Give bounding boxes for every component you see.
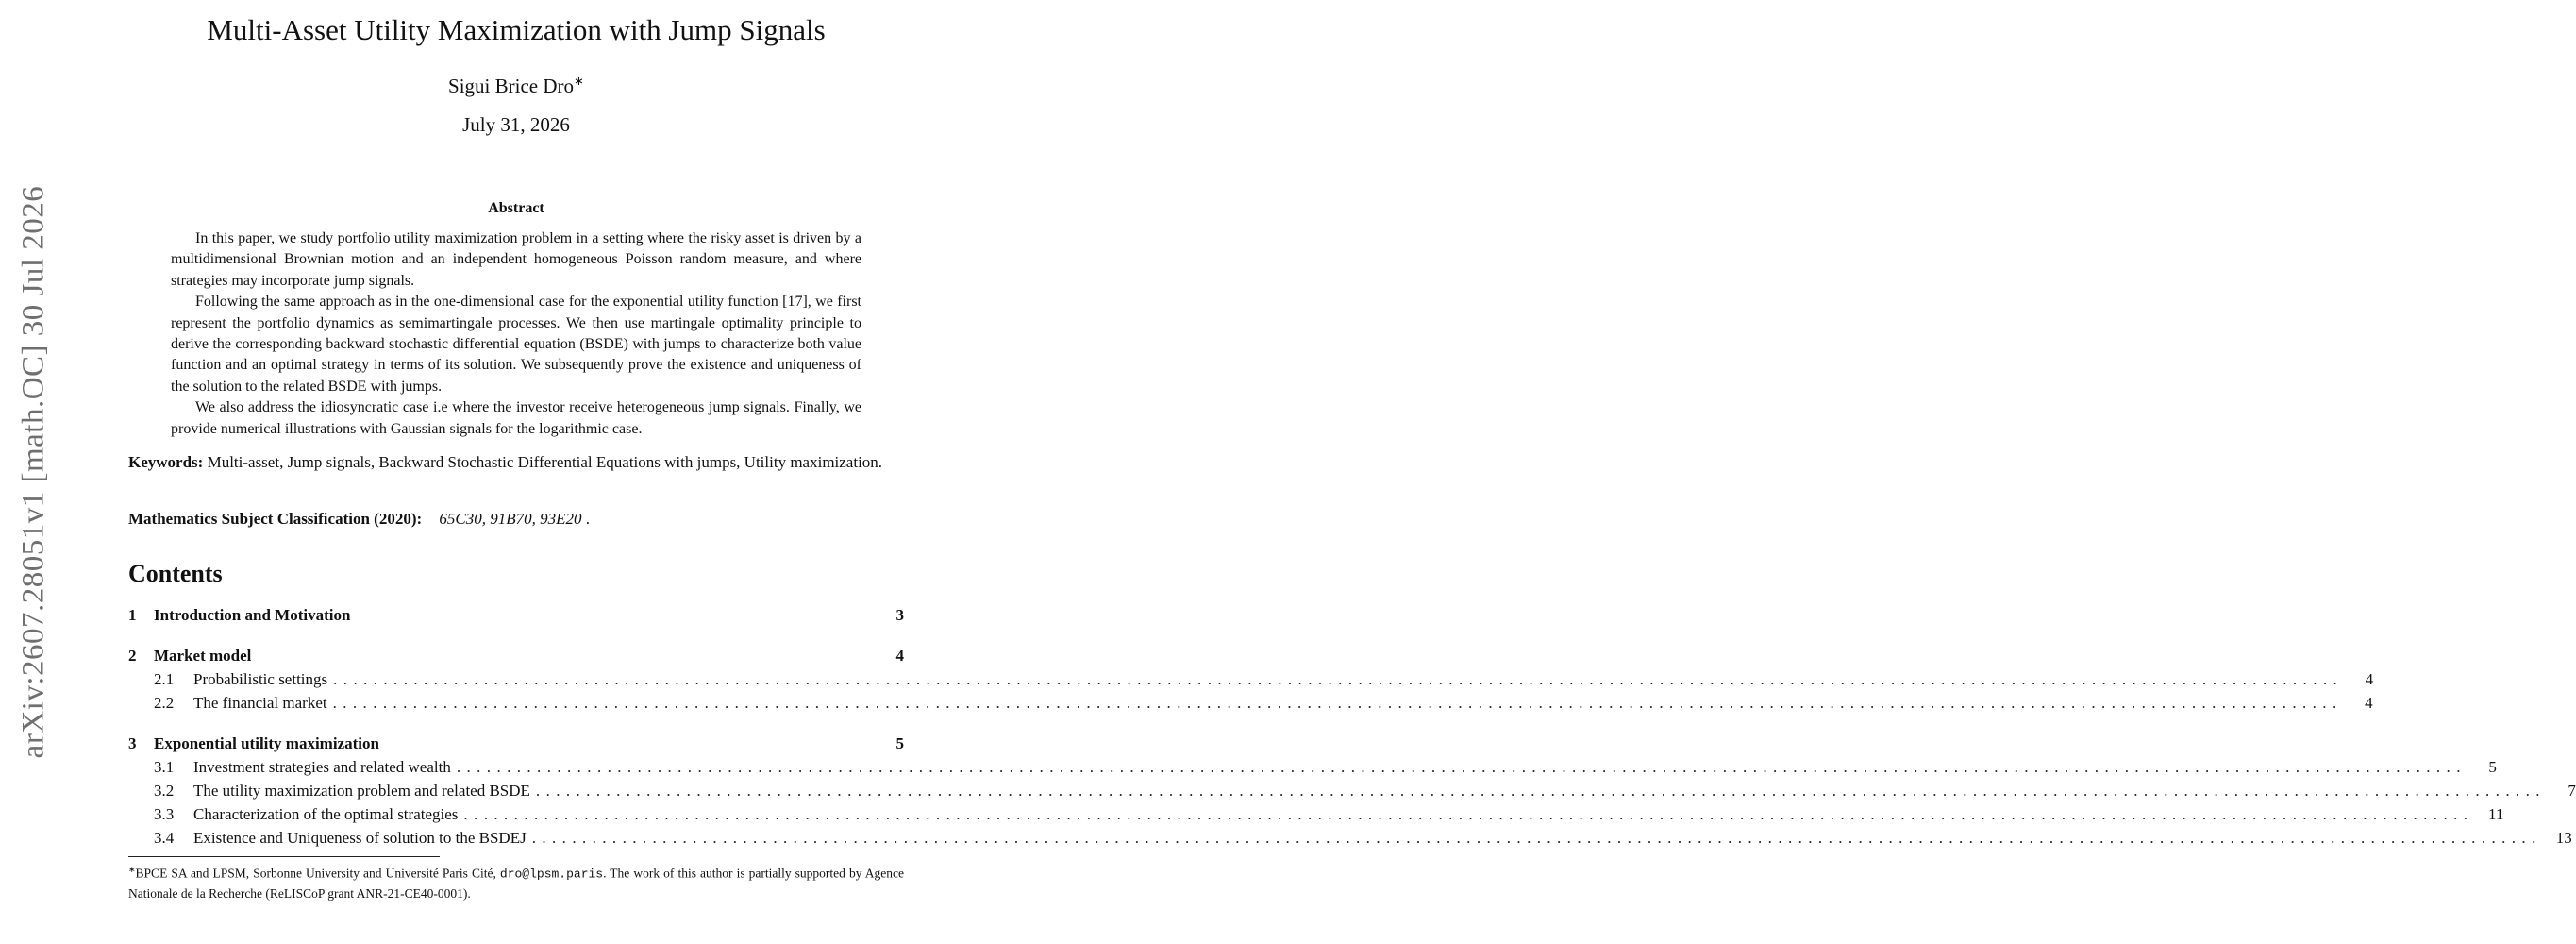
footnote [128, 860, 904, 903]
author-footnote-mark[interactable]: ∗ [574, 74, 584, 88]
contents-heading: Contents [128, 560, 223, 587]
toc-page: 5 [2488, 758, 2497, 776]
msc-classification [128, 508, 904, 531]
toc-page: 11 [2488, 805, 2504, 823]
abstract-body [171, 228, 861, 440]
footnote-funding: . The work of this author is partially supported by Agence Nationale de la Recherche (ReLISCoP grant ANR-21-CE40-0001). [128, 866, 905, 901]
toc-page: 4 [2365, 670, 2374, 688]
toc-number: 2.2 [154, 694, 175, 712]
footnote-rule [128, 856, 440, 857]
toc-number: 2 [128, 647, 137, 665]
toc-leader-dots: ........................................................................................................................................................................................................ [531, 829, 2542, 847]
toc-number: 3.1 [154, 758, 175, 776]
msc-codes: 65C30, 91B70, 93E20 [439, 510, 582, 528]
toc-entry-section[interactable] [128, 647, 904, 670]
toc-entry-subsection[interactable] [128, 694, 2373, 717]
toc-section [128, 647, 2374, 717]
toc-title: The financial market [193, 694, 327, 712]
keywords-text: Multi-asset, Jump signals, Backward Stochastic Differential Equations with jumps, Utility maximization. [207, 453, 883, 471]
toc-entry-subsection[interactable] [128, 758, 2497, 782]
author-email-link[interactable]: dro@lpsm.paris [499, 867, 604, 882]
toc-title: Introduction and Motivation [154, 606, 351, 624]
toc-title: Exponential utility maximization [154, 734, 379, 752]
msc-end: . [585, 510, 591, 528]
toc-page: 3 [895, 606, 904, 624]
keywords [128, 451, 904, 474]
toc-entry-subsection[interactable] [128, 670, 2374, 694]
toc-page: 7 [2568, 782, 2576, 800]
toc-title: The utility maximization problem and related BSDE [193, 782, 530, 800]
toc-leader-dots: ........................................................................................................................................................................................................ [456, 758, 2467, 776]
arxiv-identifier: arXiv:2607.28051v1 [math.OC] 30 Jul 2026 [16, 185, 51, 759]
toc-number: 2.1 [154, 670, 175, 688]
toc-leader-dots: ........................................................................................................................................................................................................ [332, 694, 2343, 712]
paper-author [189, 74, 844, 98]
toc-entry-section[interactable] [128, 606, 904, 630]
toc-section [128, 734, 2576, 852]
toc-title: Probabilistic settings [193, 670, 328, 688]
toc-page: 5 [895, 734, 904, 752]
toc-number: 3 [128, 734, 137, 752]
toc-page: 4 [895, 647, 904, 665]
toc-section [128, 606, 904, 630]
paper-title: Multi-Asset Utility Maximization with Jump Signals [207, 13, 826, 46]
toc-title: Characterization of the optimal strategies [193, 805, 459, 823]
toc-title: Market model [154, 647, 252, 665]
toc-entry-subsection[interactable] [128, 829, 2572, 852]
toc-leader-dots: ........................................................................................................................................................................................................ [333, 670, 2344, 688]
toc-leader-dots: ........................................................................................................................................................................................................ [535, 782, 2546, 800]
toc-title: Existence and Uniqueness of solution to the BSDEJ [193, 829, 527, 847]
footnote-affiliation: BPCE SA and LPSM, Sorbonne University and Université Paris Cité, [135, 866, 496, 881]
author-name: Sigui Brice Dro [448, 75, 575, 97]
toc-entry-section[interactable] [128, 734, 904, 758]
toc-entry-subsection[interactable] [128, 782, 2576, 805]
abstract-paragraph: Following the same approach as in the one-dimensional case for the exponential utility function [17], we first represent the portfolio dynamics as semimartingale processes. We then use martingale optimality principle to derive the corresponding backward stochastic differential equation (BSDE) with jumps to characterize both value function and an optimal strategy in terms of its solution. We subsequently prove the existence and uniqueness of the solution to the related BSDE with jumps. [171, 294, 861, 395]
toc-number: 3.3 [154, 805, 175, 823]
toc-entry-subsection[interactable] [128, 805, 2504, 829]
toc-number: 3.2 [154, 782, 175, 800]
toc-leader-dots: ........................................................................................................................................................................................................ [463, 805, 2474, 823]
footnote-mark: ∗ [128, 865, 136, 874]
abstract-heading: Abstract [488, 200, 544, 216]
paper-date: July 31, 2026 [462, 113, 570, 136]
toc-number: 3.4 [154, 829, 175, 847]
abstract-paragraph: In this paper, we study portfolio utility maximization problem in a setting where the risky asset is driven by a multidimensional Brownian motion and an independent homogeneous Poisson random measure, and where strategies may incorporate jump signals. [171, 230, 861, 289]
abstract-paragraph: We also address the idiosyncratic case i.e where the investor receive heterogeneous jump signals. Finally, we provide numerical illustrations with Gaussian signals for the logarithmic case. [171, 399, 861, 437]
toc-page: 13 [2555, 829, 2572, 847]
keywords-label: Keywords: [128, 453, 204, 471]
table-of-contents [128, 606, 2576, 869]
toc-number: 1 [128, 606, 137, 624]
toc-title: Investment strategies and related wealth [193, 758, 451, 776]
toc-page: 4 [2365, 694, 2373, 712]
msc-label: Mathematics Subject Classification (2020): [128, 510, 423, 528]
